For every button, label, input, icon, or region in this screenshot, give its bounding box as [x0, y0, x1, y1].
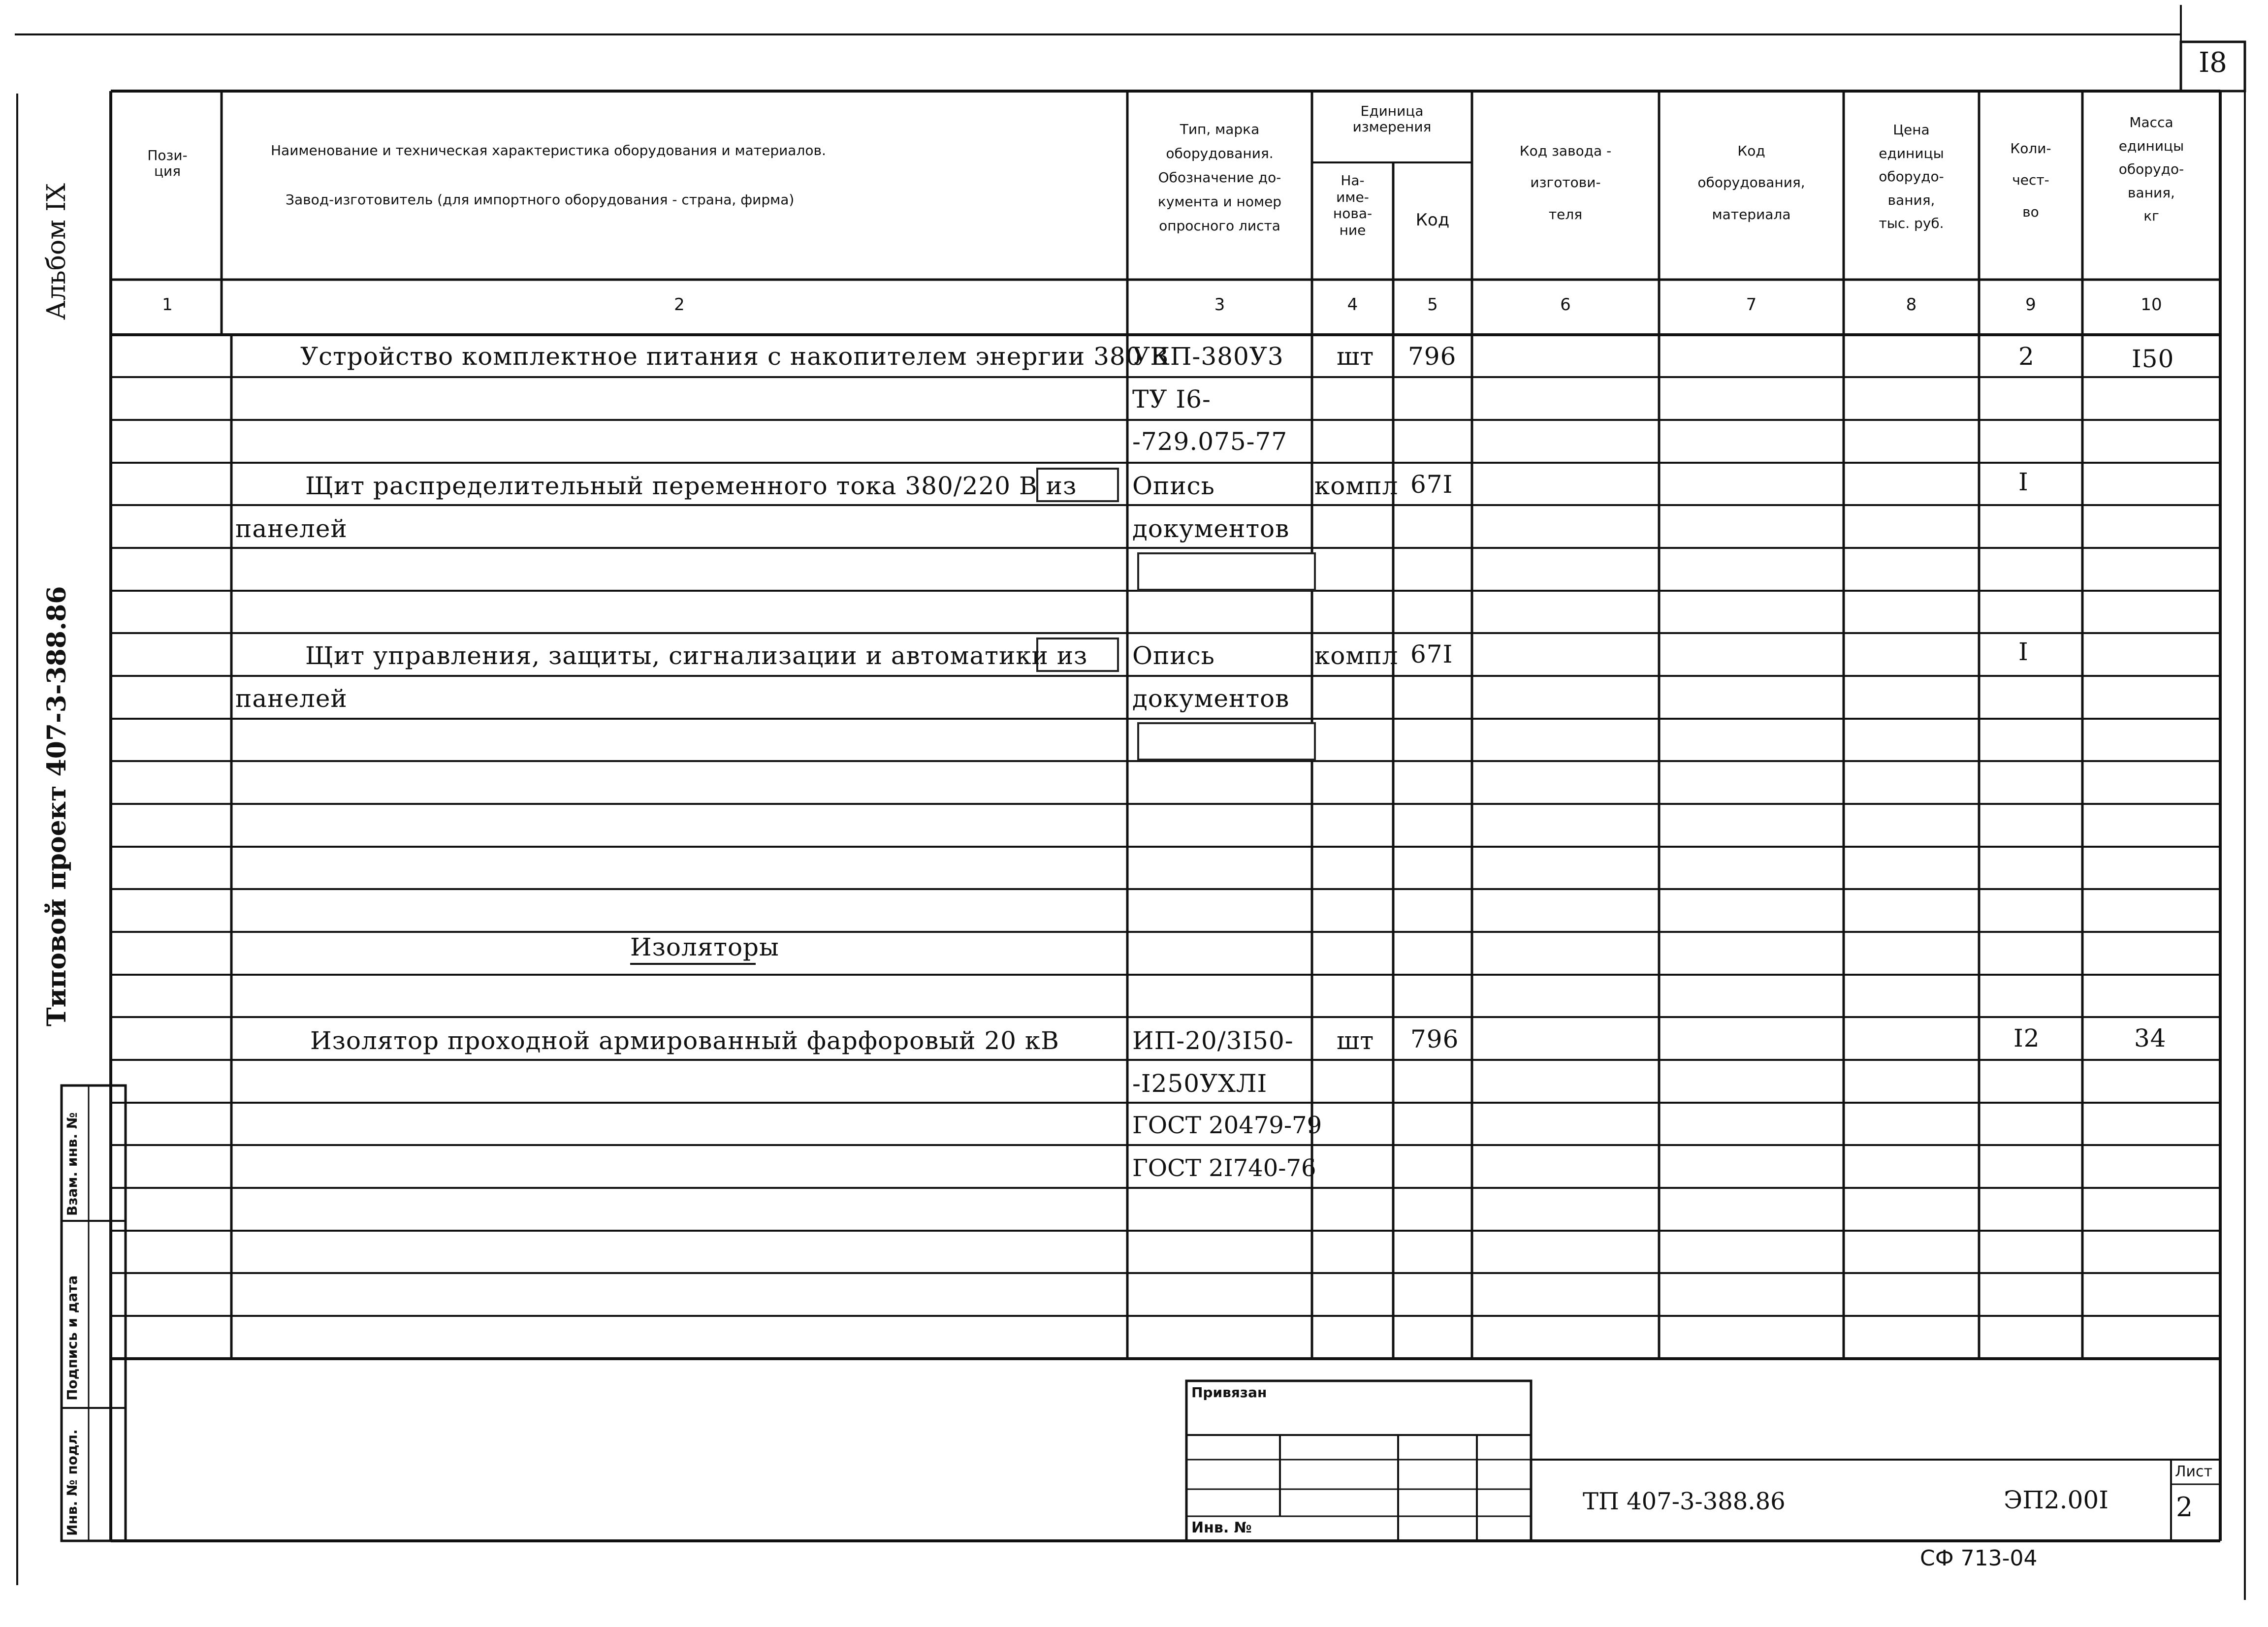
header-mass: Масса единицы оборудо- вания, кг [2118, 114, 2184, 224]
item-type: ТУ I6- [1132, 385, 1211, 414]
col-number-6: 6 [1560, 295, 1571, 315]
col-number-4: 4 [1347, 295, 1358, 315]
col-number-2: 2 [674, 295, 685, 315]
item-mass: 34 [2134, 1024, 2167, 1053]
header-name-line1: Наименование и техническая характеристика оборудования и материалов. [271, 142, 826, 159]
format-note: СФ 713-04 [1920, 1546, 2038, 1571]
item-unit-code: 67I [1410, 470, 1453, 499]
col-number-10: 10 [2140, 295, 2162, 315]
blank-box [1137, 552, 1316, 591]
item-name: Щит распределительный переменного тока 380/220 В из [305, 472, 1077, 500]
stamp-label-signature: Подпись и дата [64, 1275, 80, 1401]
album-label: Альбом IX [42, 183, 71, 320]
item-unit: шт [1337, 1026, 1374, 1055]
sheet-label: Лист [2175, 1463, 2213, 1480]
item-type: документов [1132, 514, 1290, 543]
col-number-1: 1 [162, 295, 173, 315]
header-unit-group: На- име- нова- ние [1333, 172, 1373, 238]
header-position: Пози- ция [147, 147, 188, 180]
header-quantity: Коли- чест- во [2010, 140, 2051, 220]
item-quantity: I [2018, 638, 2029, 666]
item-name: Устройство комплектное питания с накопителем энергии 380 В [300, 342, 1169, 371]
col-number-5: 5 [1427, 295, 1438, 315]
item-quantity: I [2018, 468, 2029, 496]
item-name: Изолятор проходной армированный фарфоровый 20 кВ [310, 1026, 1059, 1055]
stamp-label-original: Инв. № подл. [64, 1429, 80, 1536]
project-label: Типовой проект 407-3-388.86 [42, 586, 72, 1026]
item-quantity: 2 [2018, 342, 2035, 371]
item-quantity: I2 [2013, 1024, 2040, 1053]
item-unit: компл [1314, 641, 1399, 670]
stamp-label-replace: Взам. инв. № [64, 1112, 80, 1216]
item-type: -729.075-77 [1132, 427, 1288, 456]
col-number-9: 9 [2025, 295, 2036, 315]
section-title: Изоляторы [630, 933, 779, 961]
spec-code: ЭП2.00I [2004, 1486, 2108, 1514]
header-unit-code: Код [1415, 210, 1450, 230]
item-type: -I250УХЛI [1132, 1069, 1268, 1098]
item-mass: I50 [2132, 345, 2174, 373]
item-type: Опись [1132, 641, 1215, 670]
item-type: УКП-380У3 [1132, 342, 1284, 371]
item-unit-code: 796 [1408, 342, 1457, 371]
header-type: Тип, марка оборудования. Обозначение до- кумента и номер опросного листа [1157, 121, 1282, 234]
col-number-3: 3 [1214, 295, 1225, 315]
doc-code: ТП 407-3-388.86 [1583, 1488, 1786, 1515]
header-unit-title: Единица измерения [1352, 103, 1432, 135]
blank-box [1137, 722, 1316, 761]
col-number-8: 8 [1906, 295, 1917, 315]
item-name-cont: панелей [235, 684, 348, 713]
header-price: Цена единицы оборудо- вания, тыс. руб. [1879, 122, 1944, 232]
header-equipment-code: Код оборудования, материала [1697, 143, 1805, 223]
item-unit-code: 67I [1410, 640, 1453, 669]
header-factory-code: Код завода - изготови- теля [1519, 143, 1612, 223]
item-name: Щит управления, защиты, сигнализации и автоматики из [305, 641, 1088, 670]
item-unit: шт [1337, 342, 1374, 371]
item-type: Опись [1132, 472, 1215, 500]
item-unit: компл [1314, 472, 1399, 500]
col-number-7: 7 [1746, 295, 1757, 315]
title-inv-label: Инв. № [1191, 1519, 1252, 1536]
title-bound-label: Привязан [1191, 1384, 1267, 1401]
item-name-cont: панелей [235, 514, 348, 543]
item-type: ИП-20/3I50- [1132, 1026, 1294, 1055]
sheet-value: 2 [2176, 1492, 2193, 1523]
item-unit-code: 796 [1410, 1025, 1459, 1053]
sheet-number: I8 [2199, 47, 2227, 79]
header-name-line2: Завод-изготовитель (для импортного оборудования - страна, фирма) [286, 191, 795, 208]
item-type: ГОСТ 2I740-76 [1132, 1154, 1316, 1182]
item-type: ГОСТ 20479-79 [1132, 1112, 1322, 1139]
item-type: документов [1132, 684, 1290, 713]
